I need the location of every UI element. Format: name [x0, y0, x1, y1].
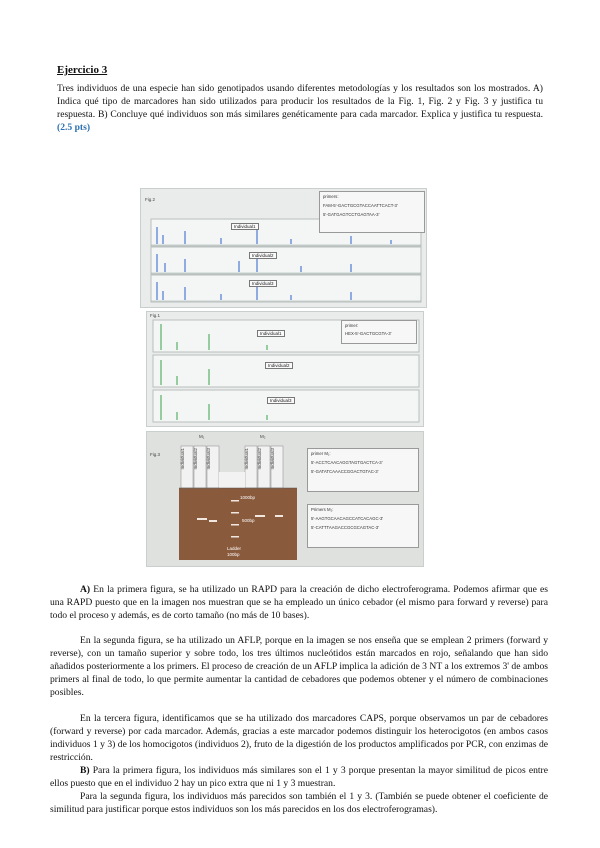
marker-2-label: M₂	[260, 434, 266, 439]
primer-forward: FAM-5'-GACTGCGTACCAATTCACT-3'	[323, 203, 398, 208]
primer-single: HEX-5'-GACTGCGTA-3'	[345, 331, 392, 336]
lane-label: Individual1	[180, 448, 185, 470]
answer-a3: En la tercera figura, identificamos que se ha utilizado dos marcadores CAPS, porque observamos un par de cebadores (forward y reverse) por cada marcador. Además, gracias a este marcador podemos distinguir los heterocigotos (en ambos casos individuos 1 y 3) de los homocigotos (individuos 2), fruto de la digestión de los productos amplificados por PCR, con enzimas de restricción.	[50, 713, 548, 764]
primer-m1-forward: 5'-ACCTCAACAGGTAGTGACTCA-3'	[311, 460, 383, 465]
primer-m1-title: primer M₁:	[311, 451, 331, 456]
primer-m2-forward: 5'-AAGTGCAACAGCCATCACAGC-3'	[311, 516, 384, 521]
lane-label: Individual2	[193, 448, 198, 470]
answer-b2: Para la segunda figura, los individuos más parecidos son también el 1 y 3. (También se puede obtener el coeficiente de similitud para justificar porque estos individuos son los más parecidos en los dos electroferogramas).	[50, 791, 548, 816]
figure-label: Fig.2	[145, 197, 156, 202]
primer-m1-box	[307, 448, 419, 492]
answer-a-label: A)	[80, 584, 91, 595]
figure-label: Fig.3	[150, 452, 161, 457]
ladder-500-label: 500bp	[242, 518, 255, 523]
answer-a2: En la segunda figura, se ha utilizado un AFLP, porque en la imagen se nos enseña que se emplean 2 primers (forward y reverse), con un tamaño superior y sobre todo, los tres últimos nucleótidos están marcados en rojo, señalando que han sido añadidos posteriormente a los primers. El proceso de creación de un AFLP implica la adición de 3 NT a los extremos 3' de ambos primers al final de todo, lo que permite aumentar la cantidad de cebadores que podemos obtener y el número de combinaciones posibles.	[50, 635, 548, 699]
points-label: (2.5 pts)	[57, 122, 91, 134]
lane-label: Individual3	[206, 448, 211, 470]
ladder-100-label: 100bp	[227, 552, 240, 557]
ladder-1000-label: 1000bp	[240, 495, 256, 500]
lane-label: Individual2	[257, 448, 262, 470]
individual-label: Individual3	[267, 397, 295, 404]
primer-m1-reverse: 5'-GATATCAAACCGGACTGTAC-3'	[311, 469, 379, 474]
primer-reverse: 5'-GATGAGTCCTGAGTAA-3'	[323, 212, 380, 217]
exercise-statement	[57, 82, 543, 134]
answer-a1	[50, 583, 548, 622]
primer-m2-title: Primers M₂:	[311, 507, 334, 512]
lane-label: Individual1	[244, 448, 249, 470]
individual-label: Individual2	[249, 252, 277, 259]
marker-1-label: M₁	[199, 434, 205, 439]
figure-rapd	[146, 311, 424, 427]
primer-m2-box	[307, 504, 419, 548]
ladder-label: Ladder	[227, 546, 242, 551]
primers-box	[341, 320, 417, 344]
individual-label: Individual3	[249, 280, 277, 287]
primers-title: primer:	[345, 323, 359, 328]
primers-title: primers:	[323, 194, 339, 199]
lane-label: Individual3	[270, 448, 275, 470]
primers-box	[319, 191, 425, 233]
answer-b-label: B)	[80, 765, 90, 776]
answer-a1-text: En la primera figura, se ha utilizado un RAPD para la creación de dicho electroferograma. Podemos afirmar que es una RAPD puesto que en la imagen nos muestran que se ha empleado un único cebador (el mismo para forward y reverse) para todo el proceso y además, es de corto tamaño (no más de 10 bases).	[50, 584, 548, 622]
primer-m2-reverse: 5'-CATTTAAGACCGCGCAGTAC-3'	[311, 525, 380, 530]
figure-aflp	[140, 188, 427, 308]
answer-b1-text: Para la primera figura, los individuos más similares son el 1 y 3 porque presentan la mayor similitud de picos entre ellos puesto que en el individuo 2 hay un pico extra que ni 1 y 3 muestran.	[50, 765, 548, 790]
figure-caps	[146, 431, 424, 567]
exercise-title: Ejercicio 3	[57, 64, 108, 76]
figure-label: Fig.1	[150, 313, 161, 318]
answer-b1	[50, 764, 548, 790]
individual-label: Individual1	[231, 223, 259, 230]
individual-label: Individual1	[257, 330, 285, 337]
statement-text: Tres individuos de una especie han sido genotipados usando diferentes metodologías y los resultados son los mostrados. A) Indica qué tipo de marcadores han sido utilizados para producir los resultados de la Fig. 1, Fig. 2 y Fig. 3 y justifica tu respuesta. B) Concluye qué individuos son más similares genéticamente para cada marcador. Explica y justifica tu respuesta.	[57, 83, 543, 121]
individual-label: Individual2	[265, 362, 293, 369]
